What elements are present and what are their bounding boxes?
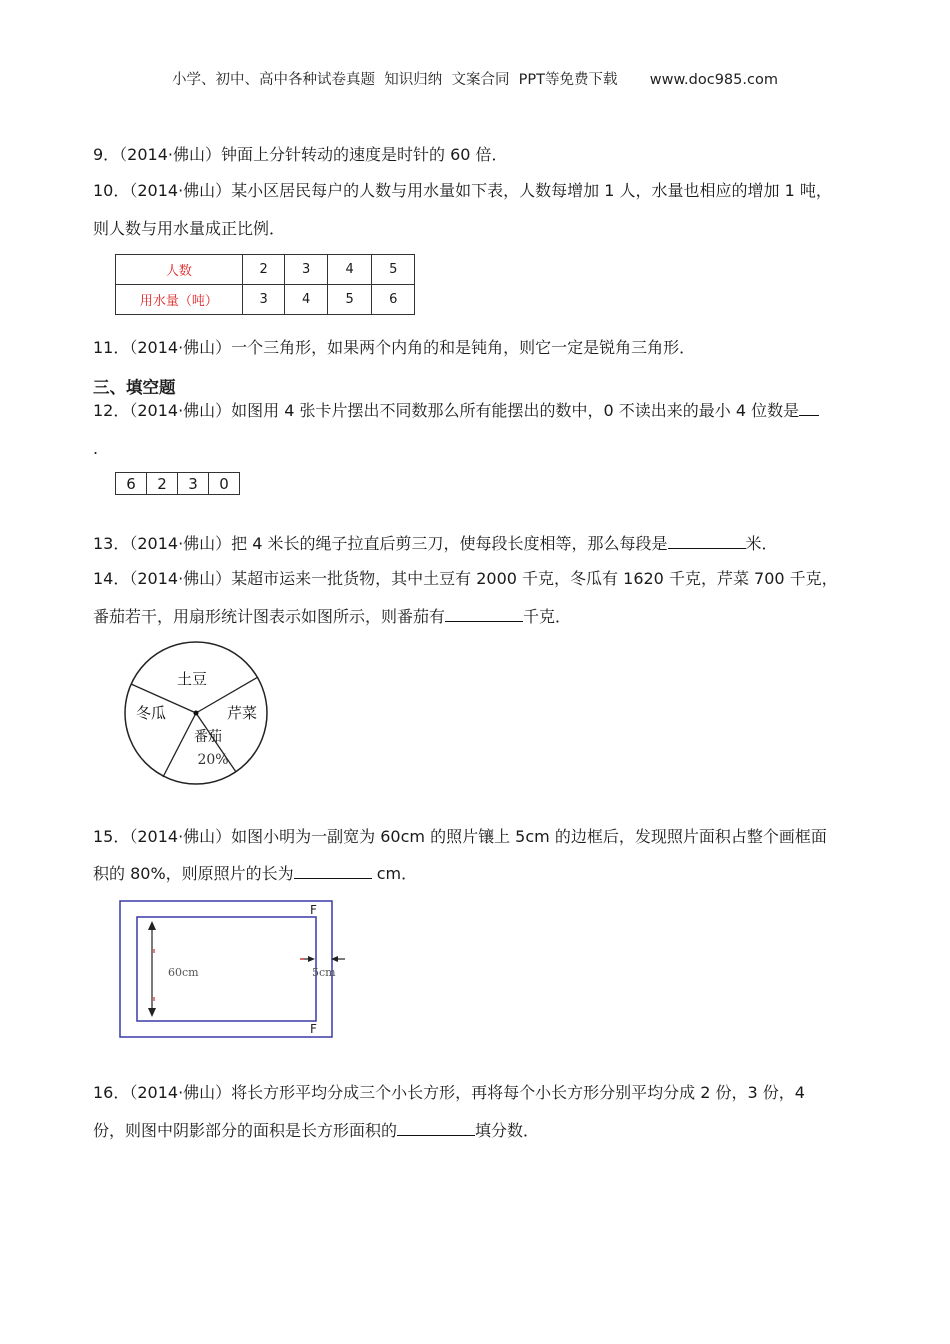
question-12-line2: . — [93, 439, 99, 458]
section-title: 三、填空题 — [93, 378, 176, 397]
answer-blank — [668, 532, 746, 549]
question-16-text: 份，则图中阴影部分的面积是长方形面积的 — [93, 1121, 398, 1140]
question-9: 9．（2014·佛山）钟面上分针转动的速度是时针的 60 倍． — [93, 145, 508, 164]
answer-blank — [445, 605, 523, 622]
question-10-line1: 10．（2014·佛山）某小区居民每户的人数与用水量如下表，人数每增加 1 人，水量也相应的增加 1 吨， — [93, 181, 832, 200]
question-10-line2: 则人数与用水量成正比例． — [93, 219, 286, 238]
arrow-up-icon — [148, 921, 156, 930]
header-text: 小学、初中、高中各种试卷真题 知识归纳 文案合同 PPT等免费下载 — [172, 72, 618, 88]
frame-width-label: 5cm — [312, 966, 336, 979]
water-usage-table — [115, 254, 415, 315]
question-12-text: 12．（2014·佛山）如图用 4 张卡片摆出不同数那么所有能摆出的数中，0 不读出来的最小 4 位数是 — [93, 401, 800, 420]
table-row-label: 用水量（吨） — [116, 285, 243, 315]
question-15-line1: 15．（2014·佛山）如图小明为一副宽为 60cm 的照片镶上 5cm 的边框后，发现照片面积占整个画框面 — [93, 827, 827, 846]
arrow-right-icon — [308, 956, 315, 962]
table-cell: 6 — [372, 285, 415, 315]
question-12-line1 — [93, 399, 819, 422]
question-13-text: 13．（2014·佛山）把 4 米长的绳子拉直后剪三刀，使每段长度相等，那么每段是 — [93, 534, 668, 553]
digit-card: 6 — [116, 473, 147, 495]
table-cell: 5 — [372, 255, 415, 285]
table-cell: 3 — [285, 255, 328, 285]
answer-blank — [397, 1119, 475, 1136]
question-16-line1: 16．（2014·佛山）将长方形平均分成三个小长方形，再将每个小长方形分别平均分成 2 份，3 份，4 — [93, 1083, 805, 1102]
question-16-unit: 填分数． — [475, 1121, 540, 1140]
question-15-unit: cm． — [371, 864, 418, 883]
question-15-text: 积的 80%，则原照片的长为 — [93, 864, 294, 883]
digit-card: 3 — [178, 473, 209, 495]
height-label: 60cm — [168, 966, 199, 979]
table-cell: 3 — [242, 285, 285, 315]
question-14-line1: 14．（2014·佛山）某超市运来一批货物，其中土豆有 2000 千克，冬瓜有 1620 千克，芹菜 700 千克， — [93, 569, 838, 588]
question-14-unit: 千克． — [523, 607, 572, 626]
pie-divider — [163, 713, 196, 777]
corner-label-bottom: F — [310, 1022, 317, 1036]
digit-cards — [115, 472, 240, 495]
question-16-line2 — [93, 1119, 539, 1142]
table-cell: 5 — [327, 285, 372, 315]
table-cell: 4 — [327, 255, 372, 285]
answer-blank — [799, 399, 819, 416]
question-14-line2 — [93, 605, 571, 628]
question-15-line2 — [93, 862, 417, 885]
pie-label-potato: 土豆 — [176, 670, 208, 688]
pie-center — [194, 711, 199, 716]
question-14-text: 番茄若干，用扇形统计图表示如图所示，则番茄有 — [93, 607, 446, 626]
pie-label-celery: 芹菜 — [226, 704, 258, 722]
corner-label-top: F — [310, 903, 317, 917]
answer-blank — [294, 862, 372, 879]
pie-chart — [118, 638, 274, 788]
table-row — [116, 285, 415, 315]
page-header — [0, 68, 950, 89]
pie-label-wintermelon: 冬瓜 — [135, 704, 167, 722]
pie-label-tomato-percent: 20% — [197, 752, 229, 768]
table-cell: 4 — [285, 285, 328, 315]
table-cell: 2 — [242, 255, 285, 285]
question-13-unit: 米． — [745, 534, 778, 553]
digit-card: 2 — [147, 473, 178, 495]
frame-figure — [112, 895, 348, 1043]
header-url: www.doc985.com — [649, 72, 778, 88]
digit-card: 0 — [209, 473, 240, 495]
arrow-down-icon — [148, 1008, 156, 1017]
question-13 — [93, 532, 778, 555]
pie-label-tomato: 番茄 — [194, 729, 222, 745]
photo-border — [137, 917, 316, 1021]
table-row-label: 人数 — [116, 255, 243, 285]
question-11: 11．（2014·佛山）一个三角形，如果两个内角的和是钝角，则它一定是锐角三角形． — [93, 338, 696, 357]
table-row — [116, 255, 415, 285]
